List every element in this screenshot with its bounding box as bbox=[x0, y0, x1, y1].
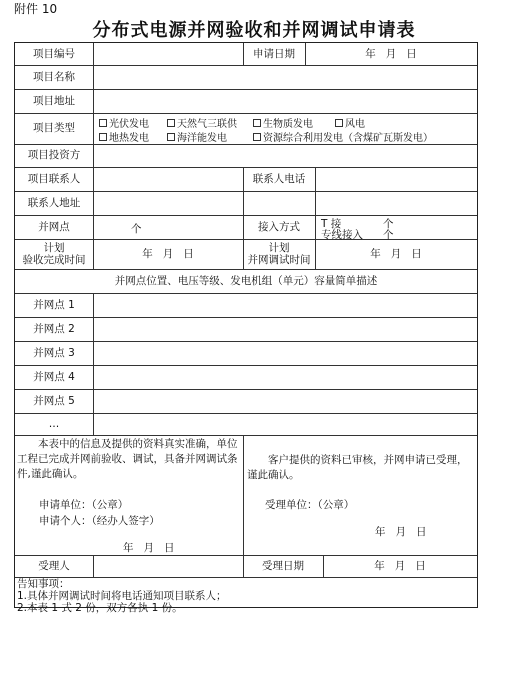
notes-title: 告知事项： bbox=[17, 578, 70, 590]
plan-accept-line2: 验收完成时间 bbox=[22, 254, 86, 266]
label-apply-date: 申请日期 bbox=[253, 47, 295, 60]
applicant-unit: 申请单位：（公章） bbox=[39, 499, 129, 511]
grid-point-2: 并网点 2 bbox=[33, 322, 75, 335]
label-receive-date: 受理日期 bbox=[262, 559, 304, 572]
grid-point-more: … bbox=[48, 417, 60, 430]
label-contact-address: 联系人地址 bbox=[27, 196, 81, 209]
label-investor: 项目投资方 bbox=[27, 149, 81, 162]
plan-debug-line2: 并网调试时间 bbox=[247, 254, 311, 266]
type-option-resource[interactable]: 资源综合利用发电（含煤矿瓦斯发电） bbox=[253, 129, 433, 144]
dedicated-connect-label: 专线接入 bbox=[321, 229, 363, 241]
grid-point-1: 并网点 1 bbox=[33, 298, 75, 311]
form-title: 分布式电源并网验收和并网调试申请表 bbox=[92, 20, 416, 41]
notes-block bbox=[17, 578, 227, 614]
plan-accept-date[interactable]: 年 月 日 bbox=[142, 247, 194, 260]
label-project-no: 项目编号 bbox=[33, 47, 75, 60]
plan-debug-line1: 计划 bbox=[268, 241, 290, 254]
receive-date-value[interactable]: 年 月 日 bbox=[374, 559, 426, 572]
grid-points-unit: 个 bbox=[131, 223, 142, 235]
notes-item-1: 1.具体并网调试时间将电话通知项目联系人； bbox=[17, 590, 227, 602]
type-option-biomass[interactable]: 生物质发电 bbox=[253, 115, 313, 130]
plan-debug-date[interactable]: 年 月 日 bbox=[370, 247, 422, 260]
label-contact: 项目联系人 bbox=[27, 172, 81, 185]
type-option-pv[interactable]: 光伏发电 bbox=[99, 115, 149, 130]
checkbox-icon bbox=[167, 119, 175, 127]
description-header: 并网点位置、电压等级、发电机组（单元）容量简单描述 bbox=[114, 274, 378, 287]
type-option-ocean[interactable]: 海洋能发电 bbox=[167, 129, 227, 144]
checkbox-icon bbox=[167, 133, 175, 141]
notes-item-2: 2.本表 1 式 2 份，双方各执 1 份。 bbox=[17, 602, 183, 614]
grid-point-3: 并网点 3 bbox=[33, 346, 75, 359]
label-contact-phone: 联系人电话 bbox=[252, 172, 306, 185]
checkbox-icon bbox=[253, 119, 261, 127]
right-sign-date[interactable]: 年 月 日 bbox=[375, 526, 427, 538]
col-divider bbox=[93, 555, 94, 577]
receiver-unit: 受理单位：（公章） bbox=[265, 499, 355, 511]
declaration-left-text: 本表中的信息及提供的资料真实准确，单位工程已完成并网前验收、调试，具备并网调试条件,谨此确认。 bbox=[17, 438, 238, 480]
attachment-label: 附件 10 bbox=[14, 2, 58, 16]
checkbox-icon bbox=[335, 119, 343, 127]
left-sign-date[interactable]: 年 月 日 bbox=[123, 542, 175, 554]
type-option-geo[interactable]: 地热发电 bbox=[99, 129, 149, 144]
t-connect-label: T 接 bbox=[321, 218, 342, 230]
checkbox-icon bbox=[99, 133, 107, 141]
row-divider bbox=[15, 435, 477, 436]
application-form bbox=[14, 42, 478, 614]
declaration-right-text: 客户提供的资料已审核，并网申请已受理，谨此确认。 bbox=[247, 454, 468, 481]
type-option-wind[interactable]: 风电 bbox=[335, 115, 365, 130]
grid-point-5: 并网点 5 bbox=[33, 394, 75, 407]
label-project-type: 项目类型 bbox=[33, 122, 75, 135]
col-divider bbox=[93, 293, 94, 435]
label-plan-debug bbox=[243, 239, 315, 269]
label-access-mode: 接入方式 bbox=[258, 220, 300, 233]
apply-date-value[interactable]: 年 月 日 bbox=[365, 47, 417, 60]
label-project-name: 项目名称 bbox=[33, 70, 75, 83]
t-connect-unit: 个 bbox=[383, 218, 394, 230]
checkbox-icon bbox=[253, 133, 261, 141]
checkbox-icon bbox=[99, 119, 107, 127]
type-option-gas[interactable]: 天然气三联供 bbox=[167, 115, 237, 130]
grid-point-4: 并网点 4 bbox=[33, 370, 75, 383]
applicant-person: 申请个人：（经办人签字） bbox=[39, 515, 160, 527]
label-project-address: 项目地址 bbox=[33, 94, 75, 107]
label-plan-accept bbox=[15, 239, 93, 269]
label-receiver: 受理人 bbox=[38, 559, 70, 572]
label-grid-points: 并网点 bbox=[38, 220, 70, 233]
col-divider bbox=[93, 43, 94, 269]
dedicated-connect-unit: 个 bbox=[383, 229, 394, 241]
plan-accept-line1: 计划 bbox=[43, 241, 65, 254]
